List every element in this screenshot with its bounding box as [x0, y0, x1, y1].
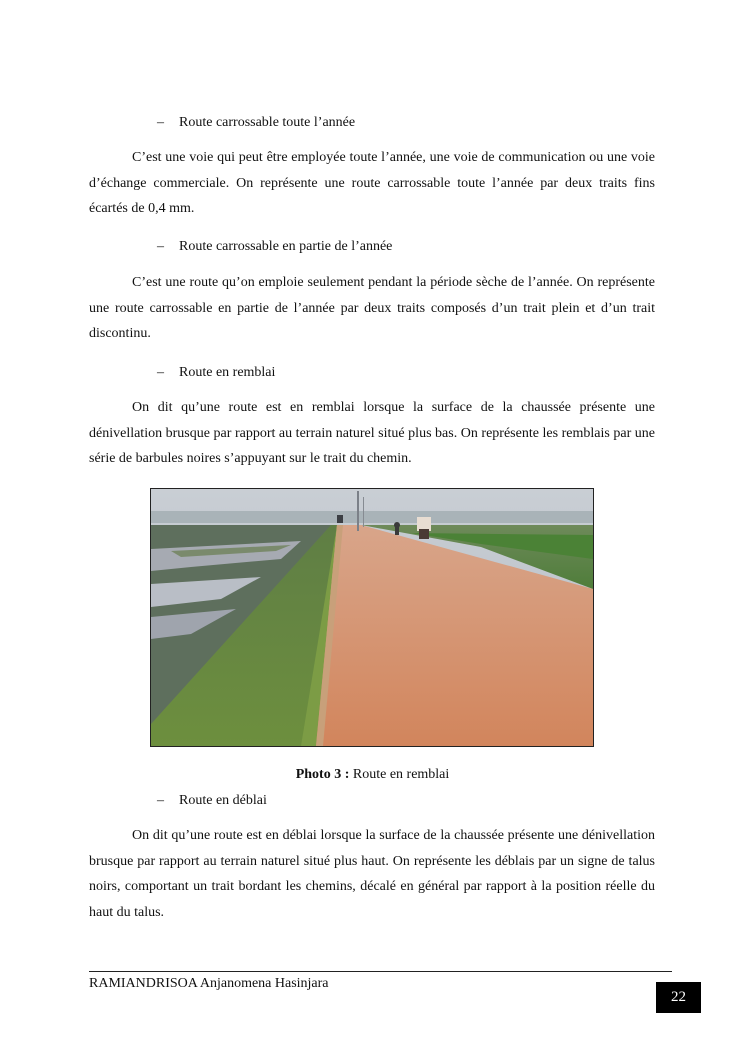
road-embankment-photo [150, 488, 594, 747]
paragraph-text: C’est une route qu’on emploie seulement pendant la période sèche de l’année. On représente une route carrossable en partie de l’année par deux traits composés d’un trait plein et d’un trait discontinu. [89, 275, 655, 341]
paragraph [89, 145, 655, 222]
bullet-label: Route carrossable toute l’année [179, 115, 356, 130]
bullet-label: Route en déblai [179, 793, 267, 808]
caption-label: Photo 3 : [295, 767, 350, 782]
bullet-dash: – [157, 115, 164, 130]
paragraph-text: On dit qu’une route est en déblai lorsque la surface de la chaussée présente une dénivellation brusque par rapport au terrain naturel situé plus haut. On représente les déblais par un signe de talus noirs, comportant un trait bordant les chemins, décalé en général par rapport à la position réelle du haut du talus. [89, 828, 655, 920]
bullet-label: Route carrossable en partie de l’année [179, 239, 393, 254]
bullet-dash: – [157, 793, 164, 808]
caption-text: Route en remblai [349, 767, 450, 782]
paragraph [89, 823, 655, 925]
paragraph-text: On dit qu’une route est en remblai lorsque la surface de la chaussée présente une dénivellation brusque par rapport au terrain naturel situé plus bas. On représente les remblais par une série de barbules noires s’appuyant sur le trait du chemin. [89, 400, 655, 466]
bullet-dash: – [157, 365, 164, 380]
bullet-dash: – [157, 239, 164, 254]
bullet-item [157, 364, 275, 382]
footer-rule [89, 971, 672, 972]
paragraph-text: C’est une voie qui peut être employée toute l’année, une voie de communication ou une voie d’échange commerciale. On représente une route carrossable toute l’année par deux traits fins écartés de 0,4 mm. [89, 150, 655, 216]
bullet-label: Route en remblai [179, 365, 276, 380]
paragraph [89, 395, 655, 472]
paragraph [89, 270, 655, 347]
bullet-item [157, 238, 392, 256]
page-number: 22 [656, 982, 701, 1013]
bullet-item [157, 114, 355, 132]
bullet-item [157, 792, 267, 810]
footer-author: RAMIANDRISOA Anjanomena Hasinjara [89, 976, 329, 991]
photo-caption [0, 766, 745, 784]
